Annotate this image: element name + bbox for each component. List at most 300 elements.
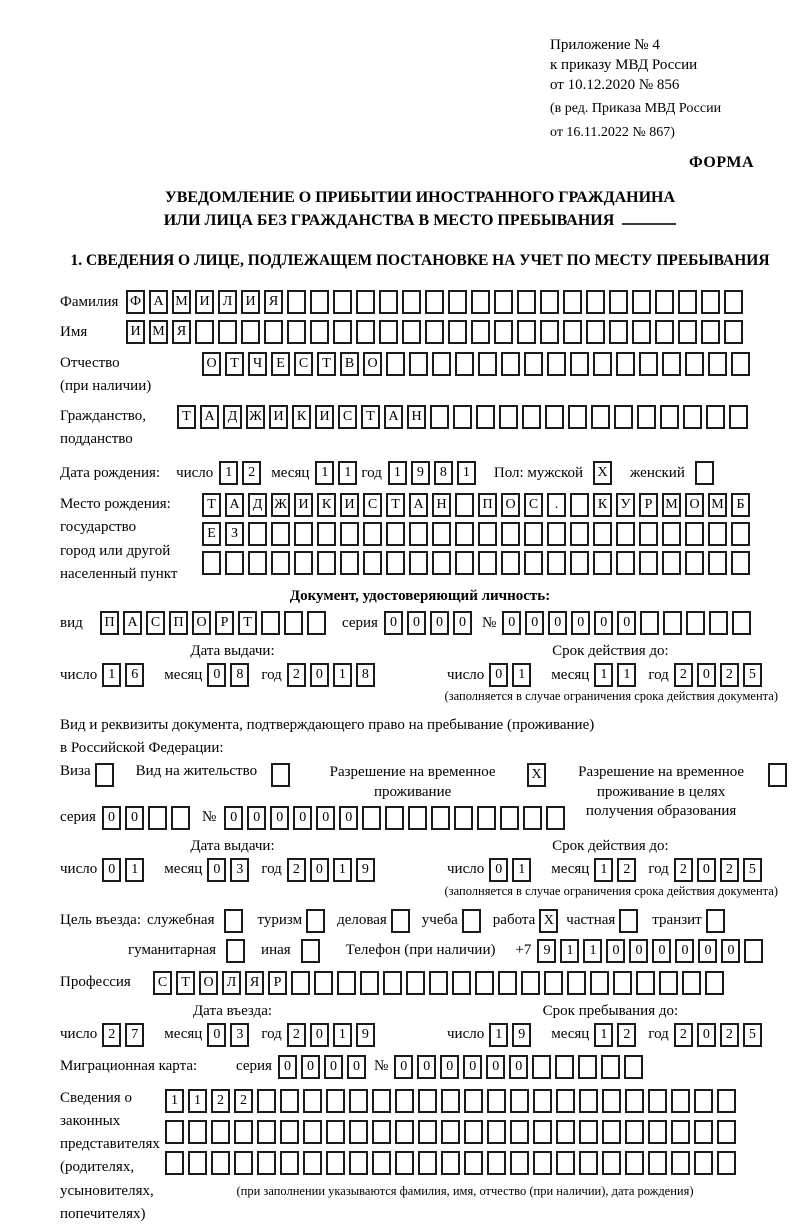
char-box[interactable] xyxy=(701,320,720,344)
char-box[interactable] xyxy=(547,352,566,376)
char-box[interactable] xyxy=(625,1089,644,1113)
purpose-transit-checkbox[interactable] xyxy=(706,909,725,933)
char-box[interactable]: 5 xyxy=(743,1023,762,1047)
char-box[interactable] xyxy=(717,1089,736,1113)
char-box[interactable]: С xyxy=(363,493,382,517)
char-box[interactable]: 1 xyxy=(594,663,613,687)
char-box[interactable] xyxy=(625,1120,644,1144)
char-box[interactable]: 0 xyxy=(489,663,508,687)
char-box[interactable] xyxy=(602,1089,621,1113)
char-box[interactable] xyxy=(326,1089,345,1113)
char-box[interactable]: 1 xyxy=(188,1089,207,1113)
char-box[interactable] xyxy=(709,611,728,635)
char-box[interactable] xyxy=(639,551,658,575)
char-box[interactable] xyxy=(639,522,658,546)
char-box[interactable] xyxy=(521,971,540,995)
char-box[interactable]: 0 xyxy=(571,611,590,635)
char-box[interactable] xyxy=(659,971,678,995)
char-box[interactable] xyxy=(280,1120,299,1144)
char-box[interactable]: Е xyxy=(202,522,221,546)
char-box[interactable] xyxy=(498,971,517,995)
char-box[interactable] xyxy=(568,405,587,429)
char-box[interactable]: 0 xyxy=(247,806,266,830)
char-box[interactable] xyxy=(547,522,566,546)
char-box[interactable]: Ж xyxy=(271,493,290,517)
char-box[interactable] xyxy=(340,551,359,575)
char-box[interactable]: А xyxy=(225,493,244,517)
char-box[interactable] xyxy=(409,352,428,376)
char-box[interactable]: 1 xyxy=(388,461,407,485)
char-box[interactable] xyxy=(326,1120,345,1144)
char-box[interactable] xyxy=(570,551,589,575)
char-box[interactable] xyxy=(532,1055,551,1079)
char-box[interactable] xyxy=(386,522,405,546)
char-box[interactable] xyxy=(257,1120,276,1144)
char-box[interactable]: 2 xyxy=(617,1023,636,1047)
char-box[interactable]: И xyxy=(195,290,214,314)
char-box[interactable] xyxy=(218,320,237,344)
char-box[interactable]: 2 xyxy=(102,1023,121,1047)
char-box[interactable] xyxy=(475,971,494,995)
char-box[interactable]: 8 xyxy=(230,663,249,687)
char-box[interactable] xyxy=(337,971,356,995)
char-box[interactable] xyxy=(586,290,605,314)
char-box[interactable] xyxy=(248,522,267,546)
char-box[interactable] xyxy=(362,806,381,830)
char-box[interactable]: 0 xyxy=(697,858,716,882)
char-box[interactable]: 0 xyxy=(407,611,426,635)
char-box[interactable] xyxy=(648,1089,667,1113)
char-box[interactable]: Н xyxy=(432,493,451,517)
char-box[interactable] xyxy=(448,320,467,344)
char-box[interactable] xyxy=(556,1089,575,1113)
char-box[interactable]: 1 xyxy=(594,858,613,882)
char-box[interactable]: И xyxy=(294,493,313,517)
char-box[interactable] xyxy=(409,551,428,575)
char-box[interactable] xyxy=(593,522,612,546)
char-box[interactable] xyxy=(637,405,656,429)
char-box[interactable]: . xyxy=(547,493,566,517)
char-box[interactable] xyxy=(662,551,681,575)
char-box[interactable] xyxy=(602,1120,621,1144)
char-box[interactable] xyxy=(494,290,513,314)
char-box[interactable] xyxy=(455,522,474,546)
char-box[interactable] xyxy=(372,1120,391,1144)
char-box[interactable] xyxy=(494,320,513,344)
char-box[interactable] xyxy=(671,1120,690,1144)
purpose-humanitarian-checkbox[interactable] xyxy=(226,939,245,963)
char-box[interactable] xyxy=(441,1120,460,1144)
char-box[interactable] xyxy=(448,290,467,314)
char-box[interactable]: 0 xyxy=(697,663,716,687)
char-box[interactable] xyxy=(640,611,659,635)
char-box[interactable] xyxy=(188,1120,207,1144)
char-box[interactable]: 7 xyxy=(125,1023,144,1047)
char-box[interactable] xyxy=(171,806,190,830)
char-box[interactable]: 2 xyxy=(211,1089,230,1113)
char-box[interactable]: 2 xyxy=(287,1023,306,1047)
char-box[interactable] xyxy=(593,352,612,376)
char-box[interactable] xyxy=(601,1055,620,1079)
char-box[interactable]: Т xyxy=(202,493,221,517)
char-box[interactable]: 0 xyxy=(698,939,717,963)
char-box[interactable] xyxy=(271,522,290,546)
residence-permit-checkbox[interactable] xyxy=(271,763,290,787)
char-box[interactable]: Ч xyxy=(248,352,267,376)
char-box[interactable] xyxy=(418,1120,437,1144)
char-box[interactable] xyxy=(241,320,260,344)
char-box[interactable]: 0 xyxy=(594,611,613,635)
char-box[interactable] xyxy=(500,806,519,830)
char-box[interactable] xyxy=(678,290,697,314)
char-box[interactable]: А xyxy=(409,493,428,517)
char-box[interactable] xyxy=(732,611,751,635)
char-box[interactable] xyxy=(499,405,518,429)
char-box[interactable] xyxy=(555,1055,574,1079)
char-box[interactable] xyxy=(701,290,720,314)
char-box[interactable] xyxy=(310,320,329,344)
purpose-private-checkbox[interactable] xyxy=(619,909,638,933)
char-box[interactable]: О xyxy=(192,611,211,635)
char-box[interactable] xyxy=(717,1120,736,1144)
char-box[interactable] xyxy=(294,551,313,575)
char-box[interactable]: 0 xyxy=(324,1055,343,1079)
char-box[interactable] xyxy=(363,551,382,575)
char-box[interactable] xyxy=(570,352,589,376)
char-box[interactable]: 0 xyxy=(316,806,335,830)
char-box[interactable]: 0 xyxy=(721,939,740,963)
char-box[interactable]: 0 xyxy=(347,1055,366,1079)
char-box[interactable] xyxy=(616,352,635,376)
char-box[interactable] xyxy=(524,551,543,575)
char-box[interactable] xyxy=(678,320,697,344)
char-box[interactable]: 2 xyxy=(720,663,739,687)
purpose-official-checkbox[interactable] xyxy=(224,909,243,933)
char-box[interactable]: 1 xyxy=(315,461,334,485)
char-box[interactable]: П xyxy=(169,611,188,635)
char-box[interactable]: 0 xyxy=(207,663,226,687)
char-box[interactable] xyxy=(385,806,404,830)
char-box[interactable]: К xyxy=(292,405,311,429)
char-box[interactable] xyxy=(431,806,450,830)
char-box[interactable] xyxy=(544,971,563,995)
char-box[interactable] xyxy=(685,522,704,546)
char-box[interactable]: 1 xyxy=(594,1023,613,1047)
char-box[interactable]: 2 xyxy=(674,858,693,882)
char-box[interactable] xyxy=(578,1055,597,1079)
char-box[interactable] xyxy=(225,551,244,575)
char-box[interactable] xyxy=(441,1089,460,1113)
char-box[interactable]: 0 xyxy=(102,806,121,830)
char-box[interactable] xyxy=(694,1089,713,1113)
char-box[interactable]: Т xyxy=(238,611,257,635)
char-box[interactable]: 0 xyxy=(617,611,636,635)
purpose-work-checkbox[interactable]: X xyxy=(539,909,558,933)
char-box[interactable] xyxy=(540,320,559,344)
char-box[interactable] xyxy=(579,1089,598,1113)
char-box[interactable] xyxy=(522,405,541,429)
gender-male-checkbox[interactable]: X xyxy=(593,461,612,485)
char-box[interactable] xyxy=(314,971,333,995)
char-box[interactable] xyxy=(613,971,632,995)
char-box[interactable]: Т xyxy=(361,405,380,429)
char-box[interactable] xyxy=(211,1120,230,1144)
char-box[interactable]: 2 xyxy=(287,663,306,687)
char-box[interactable]: О xyxy=(199,971,218,995)
char-box[interactable]: 2 xyxy=(720,1023,739,1047)
char-box[interactable] xyxy=(663,611,682,635)
char-box[interactable] xyxy=(356,320,375,344)
char-box[interactable] xyxy=(261,611,280,635)
char-box[interactable]: 1 xyxy=(512,858,531,882)
char-box[interactable] xyxy=(383,971,402,995)
char-box[interactable]: 0 xyxy=(417,1055,436,1079)
char-box[interactable] xyxy=(340,522,359,546)
char-box[interactable] xyxy=(307,611,326,635)
char-box[interactable] xyxy=(744,939,763,963)
char-box[interactable]: 2 xyxy=(287,858,306,882)
char-box[interactable] xyxy=(425,320,444,344)
char-box[interactable] xyxy=(432,352,451,376)
char-box[interactable] xyxy=(425,290,444,314)
char-box[interactable]: 0 xyxy=(339,806,358,830)
char-box[interactable]: 0 xyxy=(606,939,625,963)
char-box[interactable]: Р xyxy=(639,493,658,517)
char-box[interactable] xyxy=(165,1120,184,1144)
char-box[interactable] xyxy=(379,320,398,344)
char-box[interactable]: Р xyxy=(215,611,234,635)
char-box[interactable] xyxy=(432,522,451,546)
char-box[interactable]: Т xyxy=(177,405,196,429)
char-box[interactable] xyxy=(708,352,727,376)
purpose-study-checkbox[interactable] xyxy=(462,909,481,933)
char-box[interactable]: Т xyxy=(317,352,336,376)
char-box[interactable] xyxy=(487,1120,506,1144)
char-box[interactable] xyxy=(632,320,651,344)
char-box[interactable]: 9 xyxy=(356,1023,375,1047)
char-box[interactable]: 5 xyxy=(743,858,762,882)
char-box[interactable]: О xyxy=(202,352,221,376)
char-box[interactable] xyxy=(586,320,605,344)
char-box[interactable] xyxy=(476,405,495,429)
char-box[interactable]: П xyxy=(100,611,119,635)
char-box[interactable]: 0 xyxy=(463,1055,482,1079)
char-box[interactable] xyxy=(546,806,565,830)
char-box[interactable] xyxy=(284,611,303,635)
char-box[interactable]: О xyxy=(685,493,704,517)
char-box[interactable]: 1 xyxy=(489,1023,508,1047)
char-box[interactable] xyxy=(478,352,497,376)
char-box[interactable] xyxy=(310,290,329,314)
char-box[interactable]: 1 xyxy=(617,663,636,687)
char-box[interactable]: 0 xyxy=(652,939,671,963)
char-box[interactable]: Р xyxy=(268,971,287,995)
char-box[interactable]: С xyxy=(146,611,165,635)
char-box[interactable]: 2 xyxy=(720,858,739,882)
char-box[interactable] xyxy=(454,806,473,830)
char-box[interactable] xyxy=(510,1120,529,1144)
char-box[interactable] xyxy=(616,522,635,546)
char-box[interactable] xyxy=(686,611,705,635)
char-box[interactable] xyxy=(478,522,497,546)
char-box[interactable] xyxy=(729,405,748,429)
char-box[interactable] xyxy=(662,352,681,376)
char-box[interactable]: 1 xyxy=(583,939,602,963)
char-box[interactable]: К xyxy=(593,493,612,517)
char-box[interactable] xyxy=(386,352,405,376)
char-box[interactable] xyxy=(609,320,628,344)
char-box[interactable] xyxy=(517,290,536,314)
char-box[interactable]: О xyxy=(501,493,520,517)
char-box[interactable] xyxy=(724,290,743,314)
char-box[interactable]: С xyxy=(294,352,313,376)
char-box[interactable] xyxy=(379,290,398,314)
char-box[interactable]: С xyxy=(153,971,172,995)
char-box[interactable]: 0 xyxy=(502,611,521,635)
char-box[interactable] xyxy=(402,320,421,344)
char-box[interactable] xyxy=(524,352,543,376)
char-box[interactable] xyxy=(271,551,290,575)
char-box[interactable]: 0 xyxy=(278,1055,297,1079)
visa-checkbox[interactable] xyxy=(95,763,114,787)
char-box[interactable] xyxy=(257,1089,276,1113)
char-box[interactable]: Л xyxy=(222,971,241,995)
char-box[interactable]: И xyxy=(340,493,359,517)
char-box[interactable]: И xyxy=(241,290,260,314)
char-box[interactable] xyxy=(406,971,425,995)
char-box[interactable]: 2 xyxy=(674,1023,693,1047)
char-box[interactable] xyxy=(567,971,586,995)
char-box[interactable]: Ф xyxy=(126,290,145,314)
purpose-other-checkbox[interactable] xyxy=(301,939,320,963)
char-box[interactable] xyxy=(349,1120,368,1144)
char-box[interactable]: 6 xyxy=(125,663,144,687)
char-box[interactable]: 8 xyxy=(434,461,453,485)
char-box[interactable]: А xyxy=(149,290,168,314)
char-box[interactable]: Т xyxy=(225,352,244,376)
char-box[interactable]: 1 xyxy=(338,461,357,485)
char-box[interactable] xyxy=(478,551,497,575)
char-box[interactable]: 2 xyxy=(242,461,261,485)
char-box[interactable] xyxy=(545,405,564,429)
char-box[interactable] xyxy=(372,1089,391,1113)
char-box[interactable] xyxy=(648,1120,667,1144)
char-box[interactable]: 3 xyxy=(230,1023,249,1047)
char-box[interactable]: 1 xyxy=(219,461,238,485)
char-box[interactable] xyxy=(517,320,536,344)
char-box[interactable] xyxy=(455,493,474,517)
char-box[interactable] xyxy=(487,1089,506,1113)
char-box[interactable] xyxy=(408,806,427,830)
char-box[interactable] xyxy=(402,290,421,314)
char-box[interactable]: 0 xyxy=(102,858,121,882)
char-box[interactable] xyxy=(430,405,449,429)
char-box[interactable]: 0 xyxy=(125,806,144,830)
char-box[interactable]: Д xyxy=(223,405,242,429)
char-box[interactable] xyxy=(303,1120,322,1144)
char-box[interactable] xyxy=(556,1120,575,1144)
char-box[interactable]: Б xyxy=(731,493,750,517)
char-box[interactable] xyxy=(694,1120,713,1144)
char-box[interactable]: 1 xyxy=(457,461,476,485)
char-box[interactable]: А xyxy=(123,611,142,635)
char-box[interactable] xyxy=(540,290,559,314)
char-box[interactable]: Я xyxy=(245,971,264,995)
char-box[interactable]: У xyxy=(616,493,635,517)
char-box[interactable]: Н xyxy=(407,405,426,429)
char-box[interactable]: 0 xyxy=(697,1023,716,1047)
char-box[interactable]: 0 xyxy=(310,858,329,882)
char-box[interactable]: 2 xyxy=(234,1089,253,1113)
char-box[interactable]: И xyxy=(126,320,145,344)
char-box[interactable] xyxy=(333,290,352,314)
char-box[interactable] xyxy=(731,551,750,575)
char-box[interactable] xyxy=(264,320,283,344)
char-box[interactable]: Я xyxy=(172,320,191,344)
char-box[interactable] xyxy=(452,971,471,995)
char-box[interactable] xyxy=(706,405,725,429)
char-box[interactable]: А xyxy=(384,405,403,429)
char-box[interactable] xyxy=(524,522,543,546)
char-box[interactable]: 0 xyxy=(207,858,226,882)
char-box[interactable] xyxy=(280,1089,299,1113)
temp-residence-education-checkbox[interactable] xyxy=(768,763,787,787)
char-box[interactable]: 1 xyxy=(165,1089,184,1113)
char-box[interactable]: Т xyxy=(176,971,195,995)
char-box[interactable] xyxy=(636,971,655,995)
char-box[interactable]: М xyxy=(662,493,681,517)
char-box[interactable]: М xyxy=(172,290,191,314)
char-box[interactable]: 2 xyxy=(674,663,693,687)
char-box[interactable] xyxy=(660,405,679,429)
char-box[interactable]: 0 xyxy=(293,806,312,830)
char-box[interactable]: 1 xyxy=(560,939,579,963)
char-box[interactable] xyxy=(501,551,520,575)
char-box[interactable] xyxy=(639,352,658,376)
char-box[interactable]: 0 xyxy=(509,1055,528,1079)
char-box[interactable] xyxy=(303,1089,322,1113)
char-box[interactable] xyxy=(593,551,612,575)
char-box[interactable] xyxy=(287,290,306,314)
char-box[interactable] xyxy=(614,405,633,429)
char-box[interactable]: 0 xyxy=(525,611,544,635)
char-box[interactable]: М xyxy=(149,320,168,344)
char-box[interactable] xyxy=(662,522,681,546)
char-box[interactable] xyxy=(731,352,750,376)
char-box[interactable]: 0 xyxy=(310,1023,329,1047)
char-box[interactable]: 9 xyxy=(537,939,556,963)
char-box[interactable] xyxy=(705,971,724,995)
gender-female-checkbox[interactable] xyxy=(695,461,714,485)
char-box[interactable] xyxy=(349,1089,368,1113)
char-box[interactable] xyxy=(533,1120,552,1144)
char-box[interactable]: 0 xyxy=(394,1055,413,1079)
char-box[interactable]: 1 xyxy=(333,858,352,882)
char-box[interactable]: Я xyxy=(264,290,283,314)
char-box[interactable] xyxy=(464,1089,483,1113)
char-box[interactable] xyxy=(464,1120,483,1144)
char-box[interactable]: 3 xyxy=(230,858,249,882)
char-box[interactable] xyxy=(683,405,702,429)
char-box[interactable] xyxy=(708,522,727,546)
char-box[interactable] xyxy=(563,290,582,314)
char-box[interactable]: 1 xyxy=(333,1023,352,1047)
char-box[interactable] xyxy=(317,551,336,575)
char-box[interactable] xyxy=(624,1055,643,1079)
purpose-tourism-checkbox[interactable] xyxy=(306,909,325,933)
char-box[interactable]: 0 xyxy=(270,806,289,830)
char-box[interactable]: 0 xyxy=(675,939,694,963)
